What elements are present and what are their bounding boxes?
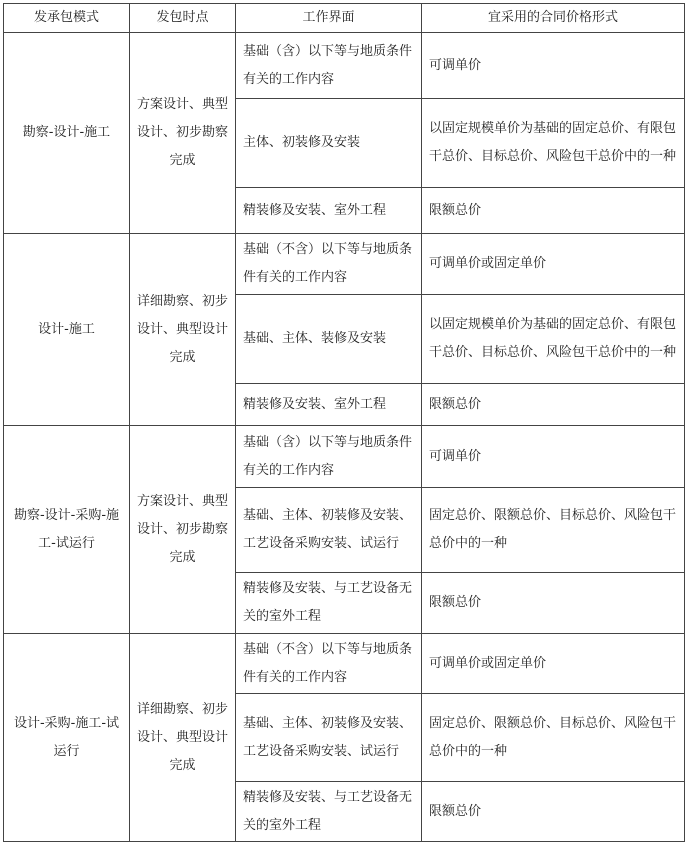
timing-cell: 方案设计、典型设计、初步勘察完成 <box>130 33 236 234</box>
header-timing: 发包时点 <box>130 4 236 33</box>
table-row <box>4 634 685 694</box>
header-price: 宜采用的合同价格形式 <box>422 4 685 33</box>
scope-cell: 基础（不含）以下等与地质条件有关的工作内容 <box>236 234 422 295</box>
scope-cell: 基础、主体、初装修及安装、工艺设备采购安装、试运行 <box>236 488 422 573</box>
price-cell: 限额总价 <box>422 384 685 426</box>
scope-cell: 基础、主体、装修及安装 <box>236 295 422 384</box>
scope-cell: 基础（含）以下等与地质条件有关的工作内容 <box>236 33 422 99</box>
mode-cell: 设计-施工 <box>4 234 130 426</box>
price-cell: 限额总价 <box>422 188 685 234</box>
timing-cell: 详细勘察、初步设计、典型设计完成 <box>130 234 236 426</box>
price-cell: 可调单价 <box>422 33 685 99</box>
scope-cell: 基础、主体、初装修及安装、工艺设备采购安装、试运行 <box>236 694 422 782</box>
scope-cell: 基础（含）以下等与地质条件有关的工作内容 <box>236 426 422 488</box>
scope-cell: 主体、初装修及安装 <box>236 99 422 188</box>
table-row <box>4 234 685 295</box>
scope-cell: 精装修及安装、与工艺设备无关的室外工程 <box>236 573 422 634</box>
timing-cell: 详细勘察、初步设计、典型设计完成 <box>130 634 236 842</box>
scope-cell: 基础（不含）以下等与地质条件有关的工作内容 <box>236 634 422 694</box>
mode-cell: 勘察-设计-采购-施工-试运行 <box>4 426 130 634</box>
timing-cell: 方案设计、典型设计、初步勘察完成 <box>130 426 236 634</box>
header-scope: 工作界面 <box>236 4 422 33</box>
price-cell: 固定总价、限额总价、目标总价、风险包干总价中的一种 <box>422 694 685 782</box>
header-row <box>4 4 685 33</box>
price-cell: 固定总价、限额总价、目标总价、风险包干总价中的一种 <box>422 488 685 573</box>
price-cell: 限额总价 <box>422 573 685 634</box>
price-cell: 可调单价或固定单价 <box>422 634 685 694</box>
price-cell: 限额总价 <box>422 782 685 842</box>
price-cell: 以固定规模单价为基础的固定总价、有限包干总价、目标总价、风险包干总价中的一种 <box>422 99 685 188</box>
header-mode: 发承包模式 <box>4 4 130 33</box>
price-cell: 以固定规模单价为基础的固定总价、有限包干总价、目标总价、风险包干总价中的一种 <box>422 295 685 384</box>
mode-cell: 勘察-设计-施工 <box>4 33 130 234</box>
table-row <box>4 426 685 488</box>
scope-cell: 精装修及安装、室外工程 <box>236 384 422 426</box>
price-cell: 可调单价 <box>422 426 685 488</box>
table-row <box>4 33 685 99</box>
mode-cell: 设计-采购-施工-试运行 <box>4 634 130 842</box>
scope-cell: 精装修及安装、室外工程 <box>236 188 422 234</box>
contract-price-table <box>3 3 685 842</box>
price-cell: 可调单价或固定单价 <box>422 234 685 295</box>
scope-cell: 精装修及安装、与工艺设备无关的室外工程 <box>236 782 422 842</box>
